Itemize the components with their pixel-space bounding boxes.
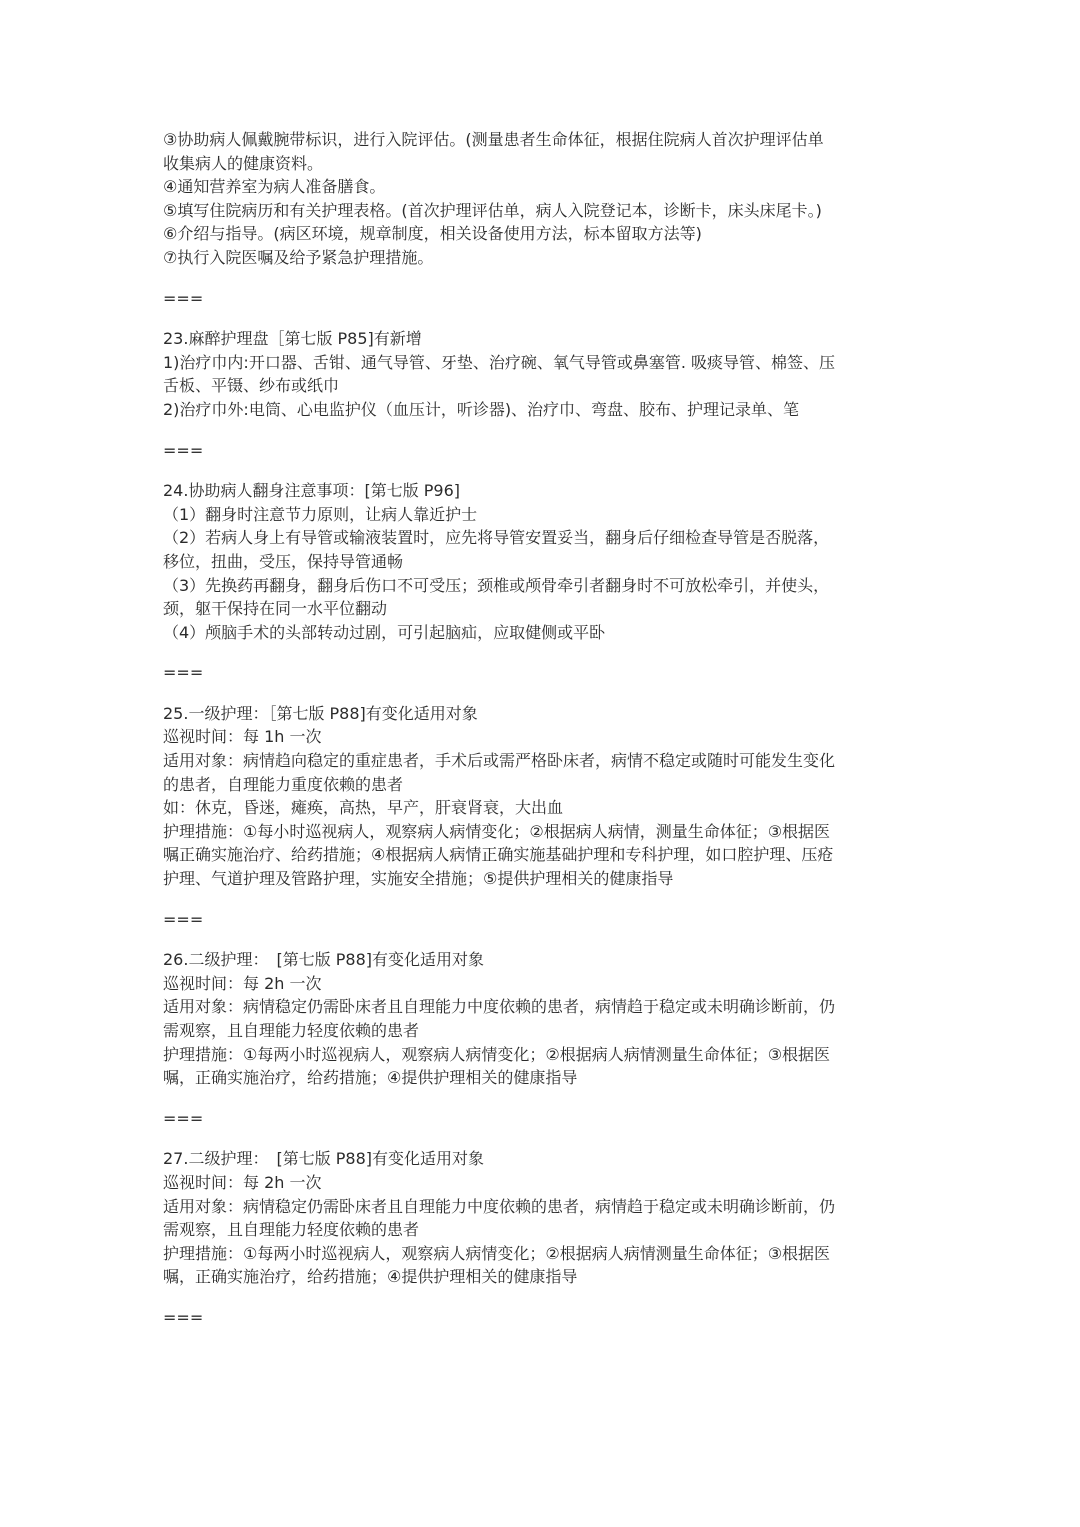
- section-heading: 26.二级护理： [第七版 P88]有变化适用对象: [163, 950, 485, 970]
- text-line: ⑥介绍与指导。(病区环境，规章制度，相关设备使用方法，标本留取方法等): [163, 224, 702, 244]
- section-27: [163, 1147, 923, 1289]
- text-line: ⑦执行入院医嘱及给予紧急护理措施。: [163, 247, 434, 267]
- text-line: 巡视时间：每 2h 一次: [163, 1172, 322, 1192]
- text-line: （2）若病人身上有导管或输液装置时，应先将导管安置妥当，翻身后仔细检查导管是否脱落，: [163, 528, 830, 548]
- section-heading: 23.麻醉护理盘［第七版 P85]有新增: [163, 329, 422, 349]
- document-page: [163, 128, 923, 1347]
- text-line: 需观察，且自理能力轻度依赖的患者: [163, 1021, 420, 1040]
- section-separator: ===: [163, 1108, 204, 1128]
- section-separator: ===: [163, 288, 204, 308]
- text-line: 巡视时间：每 2h 一次: [163, 973, 322, 993]
- section-24: [163, 479, 923, 644]
- text-line: 颈，躯干保持在同一水平位翻动: [163, 599, 388, 619]
- section-separator: ===: [163, 1307, 204, 1327]
- section-heading: 27.二级护理： [第七版 P88]有变化适用对象: [163, 1149, 485, 1169]
- text-line: 嘱正确实施治疗、给药措施；④根据病人病情正确实施基础护理和专科护理，如口腔护理、压疮: [163, 845, 834, 865]
- section-heading: 25.一级护理：［第七版 P88]有变化适用对象: [163, 703, 478, 723]
- text-line: 1)治疗巾内:开口器、舌钳、通气导管、牙垫、治疗碗、氧气导管或鼻塞管. 吸痰导管、棉签、压: [163, 352, 835, 372]
- text-line: 护理措施：①每小时巡视病人，观察病人病情变化；②根据病人病情，测量生命体征；③根据医: [163, 821, 831, 841]
- text-line: 移位，扭曲，受压，保持导管通畅: [163, 551, 404, 571]
- text-line: 嘱，正确实施治疗，给药措施；④提供护理相关的健康指导: [163, 1068, 578, 1088]
- section-separator: ===: [163, 909, 204, 929]
- text-line: ③协助病人佩戴腕带标识，进行入院评估。(测量患者生命体征，根据住院病人首次护理评估单: [163, 130, 824, 149]
- text-line: 如：休克，昏迷，瘫痪，高热，早产，肝衰肾衰，大出血: [163, 798, 564, 818]
- text-line: （4）颅脑手术的头部转动过剧，可引起脑疝，应取健侧或平卧: [163, 622, 606, 642]
- text-line: 护理措施：①每两小时巡视病人，观察病人病情变化；②根据病人病情测量生命体征；③根据医: [163, 1243, 831, 1263]
- text-line: ⑤填写住院病历和有关护理表格。(首次护理评估单，病人入院登记本，诊断卡，床头床尾卡。): [163, 200, 822, 220]
- text-line: 适用对象：病情稳定仍需卧床者且自理能力中度依赖的患者，病情趋于稳定或未明确诊断前，仍: [163, 1196, 836, 1216]
- section-26: [163, 948, 923, 1090]
- text-line: 舌板、平镊、纱布或纸巾: [163, 376, 340, 396]
- section-separator: ===: [163, 663, 204, 683]
- text-line: （3）先换药再翻身，翻身后伤口不可受压；颈椎或颅骨牵引者翻身时不可放松牵引，并使头，: [163, 575, 830, 595]
- text-line: ④通知营养室为病人准备膳食。: [163, 177, 386, 197]
- section-separator: ===: [163, 440, 204, 460]
- section-23: [163, 327, 923, 421]
- section-heading: 24.协助病人翻身注意事项：[第七版 P96]: [163, 481, 461, 501]
- text-line: 护理、气道护理及管路护理，实施安全措施；⑤提供护理相关的健康指导: [163, 869, 674, 889]
- text-line: 嘱，正确实施治疗，给药措施；④提供护理相关的健康指导: [163, 1267, 578, 1287]
- intro-block: [163, 128, 923, 270]
- text-line: 护理措施：①每两小时巡视病人，观察病人病情变化；②根据病人病情测量生命体征；③根据医: [163, 1044, 831, 1064]
- text-line: 适用对象：病情趋向稳定的重症患者，手术后或需严格卧床者，病情不稳定或随时可能发生变化: [163, 751, 836, 771]
- text-line: 的患者，自理能力重度依赖的患者: [163, 774, 404, 794]
- text-line: 收集病人的健康资料。: [163, 153, 324, 173]
- text-line: 巡视时间：每 1h 一次: [163, 727, 322, 747]
- section-25: [163, 702, 923, 891]
- text-line: 需观察，且自理能力轻度依赖的患者: [163, 1220, 420, 1240]
- text-line: （1）翻身时注意节力原则，让病人靠近护士: [163, 504, 478, 524]
- text-line: 适用对象：病情稳定仍需卧床者且自理能力中度依赖的患者，病情趋于稳定或未明确诊断前，仍: [163, 997, 836, 1017]
- text-line: 2)治疗巾外:电筒、心电监护仪（血压计，听诊器)、治疗巾、弯盘、胶布、护理记录单、笔: [163, 399, 800, 419]
